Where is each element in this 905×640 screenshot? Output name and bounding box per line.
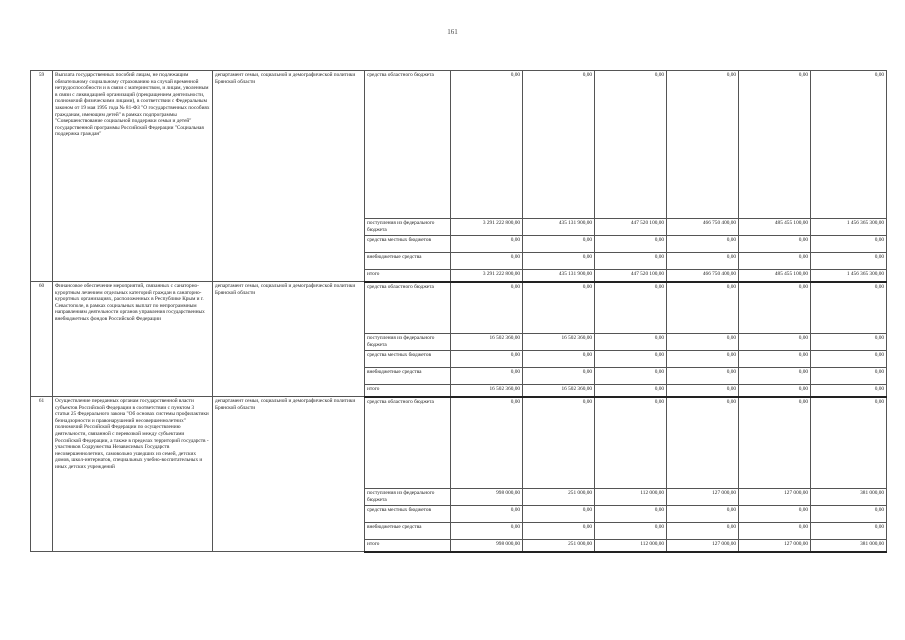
amount-year-cell: 0,00 [667, 282, 739, 334]
amount-year-cell: 0,00 [667, 253, 739, 270]
amount-year-cell: 0,00 [811, 385, 887, 397]
amount-year-cell: 0,00 [523, 71, 595, 219]
amount-year-cell: 0,00 [523, 506, 595, 523]
amount-year-cell: 447 520 100,00 [595, 219, 667, 236]
table-row [31, 71, 887, 219]
row-number: 59 [31, 71, 53, 282]
responsible-executor: департамент семьи, социальной и демографической политики Брянской области [213, 397, 365, 552]
amount-year-cell: 127 000,00 [667, 489, 739, 506]
funding-source-label: внебюджетные средства [365, 368, 451, 385]
amount-total-cell: 0,00 [451, 351, 523, 368]
measure-description: Выплата государственных пособий лицам, не подлежащим обязательному социальному страхованию на случай временной нетрудоспособности и в связи с материнством, и лицам, уволенным в связи с ликвидацией организаций (прекращением деятельности, полномочий физическими лицами), в соответствии с Федеральным законом от 19 мая 1995 года № 81-ФЗ "О государственных пособиях гражданам, имеющим детей" в рамках подпрограммы "Совершенствование социальной поддержки семьи и детей" государственной программы Российской Федерации "Социальная поддержка граждан" [53, 71, 213, 282]
amount-year-cell: 435 131 900,00 [523, 270, 595, 282]
amount-year-cell: 0,00 [667, 397, 739, 489]
amount-year-cell: 0,00 [811, 351, 887, 368]
amount-year-cell: 0,00 [595, 253, 667, 270]
funding-source-label: итого [365, 540, 451, 552]
amount-year-cell: 0,00 [667, 236, 739, 253]
amount-year-cell: 0,00 [667, 385, 739, 397]
amount-total-cell: 998 000,00 [451, 540, 523, 552]
amount-year-cell: 0,00 [523, 282, 595, 334]
amount-year-cell: 0,00 [739, 385, 811, 397]
table-row [31, 282, 887, 334]
amount-year-cell: 0,00 [595, 351, 667, 368]
amount-year-cell: 0,00 [667, 368, 739, 385]
funding-source-label: поступления из федерального бюджета [365, 219, 451, 236]
funding-source-label: внебюджетные средства [365, 253, 451, 270]
amount-year-cell: 0,00 [523, 253, 595, 270]
amount-total-cell: 0,00 [451, 368, 523, 385]
amount-year-cell: 16 502 360,00 [523, 385, 595, 397]
amount-year-cell: 251 000,00 [523, 540, 595, 552]
responsible-executor: департамент семьи, социальной и демографической политики Брянской области [213, 282, 365, 397]
amount-year-cell: 381 000,00 [811, 540, 887, 552]
amount-year-cell: 447 520 100,00 [595, 270, 667, 282]
amount-year-cell: 0,00 [811, 334, 887, 351]
amount-total-cell: 16 502 360,00 [451, 385, 523, 397]
amount-year-cell: 0,00 [739, 368, 811, 385]
amount-year-cell: 0,00 [811, 506, 887, 523]
amount-year-cell: 0,00 [739, 253, 811, 270]
amount-year-cell: 435 131 900,00 [523, 219, 595, 236]
amount-year-cell: 0,00 [595, 397, 667, 489]
amount-year-cell: 0,00 [811, 282, 887, 334]
measure-description: Финансовое обеспечение мероприятий, связанных с санаторно-курортным лечением отдельных категорий граждан в санаторно-курортных организациях, расположенных в Республике Крым и г. Севастополе, в рамках социальных выплат по непрограммным направлениям деятельности органов управления государственных внебюджетных фондов Российской Федерации [53, 282, 213, 397]
amount-year-cell: 0,00 [811, 368, 887, 385]
amount-total-cell: 0,00 [451, 282, 523, 334]
amount-total-cell: 3 291 222 800,00 [451, 270, 523, 282]
amount-year-cell: 0,00 [739, 506, 811, 523]
amount-year-cell: 0,00 [739, 523, 811, 540]
amount-year-cell: 0,00 [667, 506, 739, 523]
funding-source-label: поступления из федерального бюджета [365, 489, 451, 506]
amount-year-cell: 0,00 [595, 282, 667, 334]
amount-year-cell: 0,00 [523, 368, 595, 385]
funding-source-label: поступления из федерального бюджета [365, 334, 451, 351]
amount-year-cell: 112 000,00 [595, 540, 667, 552]
amount-year-cell: 0,00 [811, 397, 887, 489]
amount-year-cell: 0,00 [739, 282, 811, 334]
funding-source-label: внебюджетные средства [365, 523, 451, 540]
amount-year-cell: 0,00 [595, 523, 667, 540]
page-number: 161 [447, 28, 458, 36]
amount-year-cell: 466 750 400,00 [667, 219, 739, 236]
amount-year-cell: 0,00 [595, 334, 667, 351]
amount-year-cell: 0,00 [523, 523, 595, 540]
amount-year-cell: 0,00 [739, 397, 811, 489]
funding-source-label: итого [365, 270, 451, 282]
amount-year-cell: 16 502 360,00 [523, 334, 595, 351]
table-row [31, 397, 887, 489]
amount-year-cell: 0,00 [811, 253, 887, 270]
amount-total-cell: 0,00 [451, 506, 523, 523]
measure-description: Осуществление переданных органам государственной власти субъектов Российской Федерации в соответствии с пунктом 3 статьи 25 Федерального закона "Об основах системы профилактики безнадзорности и правонарушений несовершеннолетних" полномочий Российской Федерации по осуществлению деятельности, связанной с перевозкой между субъектами Российской Федерации, а также в пределах территорий государств - участников Содружества Независимых Государств несовершеннолетних, самовольно ушедших из семей, детских домов, школ-интернатов, специальных учебно-воспитательных и иных детских учреждений [53, 397, 213, 552]
amount-year-cell: 381 000,00 [811, 489, 887, 506]
amount-year-cell: 1 456 365 300,00 [811, 219, 887, 236]
amount-year-cell: 0,00 [595, 71, 667, 219]
amount-year-cell: 127 000,00 [739, 489, 811, 506]
amount-year-cell: 0,00 [811, 236, 887, 253]
amount-year-cell: 0,00 [523, 397, 595, 489]
amount-year-cell: 0,00 [595, 368, 667, 385]
funding-source-label: средства местных бюджетов [365, 351, 451, 368]
amount-year-cell: 485 455 100,00 [739, 270, 811, 282]
funding-source-label: средства местных бюджетов [365, 506, 451, 523]
amount-year-cell: 112 000,00 [595, 489, 667, 506]
amount-total-cell: 3 291 222 800,00 [451, 219, 523, 236]
amount-year-cell: 0,00 [811, 71, 887, 219]
amount-year-cell: 127 000,00 [739, 540, 811, 552]
amount-year-cell: 0,00 [595, 236, 667, 253]
amount-year-cell: 0,00 [523, 236, 595, 253]
amount-total-cell: 0,00 [451, 253, 523, 270]
funding-source-label: итого [365, 385, 451, 397]
amount-year-cell: 0,00 [739, 351, 811, 368]
row-number: 61 [31, 397, 53, 552]
amount-year-cell: 0,00 [667, 334, 739, 351]
amount-total-cell: 0,00 [451, 523, 523, 540]
amount-total-cell: 0,00 [451, 397, 523, 489]
amount-year-cell: 0,00 [739, 334, 811, 351]
funding-source-label: средства местных бюджетов [365, 236, 451, 253]
amount-year-cell: 0,00 [667, 71, 739, 219]
budget-table [30, 70, 887, 553]
amount-year-cell: 1 456 365 300,00 [811, 270, 887, 282]
funding-source-label: средства областного бюджета [365, 71, 451, 219]
amount-year-cell: 0,00 [667, 523, 739, 540]
funding-source-label: средства областного бюджета [365, 397, 451, 489]
amount-year-cell: 0,00 [811, 523, 887, 540]
funding-source-label: средства областного бюджета [365, 282, 451, 334]
row-number: 60 [31, 282, 53, 397]
amount-year-cell: 251 000,00 [523, 489, 595, 506]
amount-total-cell: 16 502 360,00 [451, 334, 523, 351]
amount-year-cell: 466 750 400,00 [667, 270, 739, 282]
responsible-executor: департамент семьи, социальной и демографической политики Брянской области [213, 71, 365, 282]
amount-year-cell: 0,00 [739, 236, 811, 253]
amount-year-cell: 485 455 100,00 [739, 219, 811, 236]
amount-total-cell: 998 000,00 [451, 489, 523, 506]
amount-year-cell: 0,00 [739, 71, 811, 219]
amount-total-cell: 0,00 [451, 236, 523, 253]
amount-year-cell: 0,00 [667, 351, 739, 368]
amount-total-cell: 0,00 [451, 71, 523, 219]
amount-year-cell: 0,00 [595, 506, 667, 523]
amount-year-cell: 0,00 [595, 385, 667, 397]
amount-year-cell: 0,00 [523, 351, 595, 368]
amount-year-cell: 127 000,00 [667, 540, 739, 552]
